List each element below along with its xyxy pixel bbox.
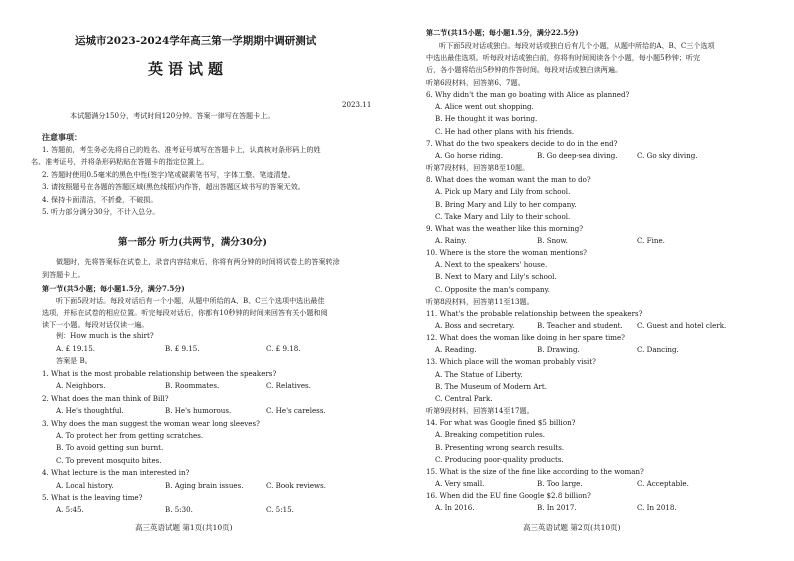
answer-option: A. Local history. (56, 480, 114, 490)
answer-option: A. He's thoughtful. (56, 406, 124, 416)
example-question: 例：How much is the shirt? (56, 331, 154, 340)
instruction-line: 后，各小题将给出5秒钟的作答时间。每段对话或独白读两遍。 (426, 65, 623, 74)
answer-option: C. He's careless. (266, 406, 326, 416)
answer-option: C. Central Park. (435, 393, 493, 403)
answer-option: B. He's humorous. (165, 406, 232, 416)
answer-option: B. Too large. (537, 478, 583, 488)
answer-option: A. Go horse riding. (435, 150, 503, 160)
answer-option: A. Alice went out shopping. (435, 102, 534, 112)
answer-option: A. Breaking competition rules. (435, 430, 545, 440)
intro-line: 做题时，先将答案标在试卷上，录音内容结束后，你将有两分钟的时间将试卷上的答案转涂 (56, 257, 340, 266)
answer-option: B. Teacher and student. (537, 321, 623, 330)
answer-option: C. Take Mary and Lily to their school. (435, 211, 571, 221)
example-option: A. £ 19.15. (56, 344, 95, 353)
answer-option: B. Roommates. (165, 381, 220, 391)
notice-heading: 注意事项： (42, 132, 82, 142)
question-stem: 7. What do the two speakers decide to do in the end? (426, 138, 618, 148)
notice-line: 4. 保持卡面清洁，不折叠，不破损。 (42, 194, 158, 204)
example-answer: 答案是 B。 (56, 356, 92, 365)
answer-option: C. Opposite the man's company. (435, 284, 550, 294)
question-stem: 9. What was the weather like this morning? (426, 223, 584, 233)
answer-option: C. He had other plans with his friends. (435, 126, 575, 136)
answer-option: C. In 2018. (637, 503, 677, 513)
answer-option: B. Next to Mary and Lily's school. (435, 272, 557, 282)
instruction-line: 听下面5段对话。每段对话后有一个小题，从题中所给的A、B、C三个选项中选出最佳 (56, 296, 325, 305)
answer-option: A. Neighbors. (56, 381, 106, 391)
notice-line: 1. 答题前，考生务必先将自己的姓名、准考证号填写在答题卡上，认真核对条形码上的姓 (42, 145, 321, 154)
answer-option: B. He thought it was boring. (435, 114, 538, 124)
question-stem: 3. Why does the man suggest the woman wear long sleeves? (42, 418, 260, 428)
answer-option: C. Go sky diving. (637, 150, 698, 160)
answer-option: C. Acceptable. (637, 478, 689, 488)
listening-note: 听第6段材料，回答第6、7题。 (426, 78, 525, 87)
instruction-line: 中选出最佳选项。听每段对话或独白前，你将有时间阅读各个小题，每小题5秒钟；听完 (426, 53, 701, 62)
question-stem: 15. What is the size of the fine like according to the woman? (426, 466, 644, 476)
question-stem: 5. What is the leaving time? (42, 493, 143, 502)
notice-line: 名、准考证号，并将条形码粘贴在答题卡的指定位置上。 (31, 157, 209, 167)
question-stem: 1. What is the most probable relationship between the speakers? (42, 369, 277, 378)
page-footer-right: 高三英语试题 第2页(共10页) (523, 523, 621, 532)
answer-option: B. Aging brain issues. (165, 480, 244, 490)
part-title: 第一部分 听力(共两节，满分30分) (118, 237, 268, 248)
listening-note: 听第9段材料，回答第14至17题。 (426, 406, 534, 416)
answer-option: A. To protect her from getting scratches. (56, 431, 204, 440)
section1-title: 第一节(共5小题；每小题1.5分，满分7.5分) (42, 284, 185, 293)
subject-title: 英语试题 (148, 60, 229, 78)
question-stem: 8. What does the woman want the man to do? (426, 175, 591, 185)
instruction-line: 选项，并标在试卷的相应位置。听完每段对话后，你都有10秒钟的时间来回答有关小题和阅 (42, 308, 328, 317)
question-stem: 12. What does the woman like doing in her spare time? (426, 333, 625, 343)
answer-option: A. Very small. (435, 478, 485, 488)
answer-option: B. Drawing. (537, 345, 580, 355)
exam-title: 运城市2023-2024学年高三第一学期期中调研测试 (75, 35, 317, 47)
answer-option: A. In 2016. (435, 503, 475, 513)
answer-option: C. 5:15. (266, 505, 294, 515)
page-footer: 高三英语试题 第1页(共10页) (135, 523, 233, 532)
question-stem: 13. Which place will the woman probably visit? (426, 357, 596, 367)
answer-option: A. Rainy. (435, 235, 467, 245)
answer-option: B. 5:30. (165, 505, 193, 515)
listening-note: 听第7段材料，回答第8至10题。 (426, 163, 530, 173)
answer-option: C. Dancing. (637, 345, 679, 355)
section2-title: 第二节(共15小题；每小题1.5分，满分22.5分) (426, 28, 579, 37)
answer-option: A. Boss and secretary. (435, 321, 515, 330)
instruction-line: 听下面5段对话或独白。每段对话或独白后有几个小题，从题中所给的A、B、C三个选项 (439, 41, 715, 50)
answer-option: B. Presenting wrong search results. (435, 442, 565, 452)
exam-note: 本试题满分150分，考试时间120分钟。答案一律写在答题卡上。 (70, 111, 275, 120)
answer-option: B. Bring Mary and Lily to her company. (435, 199, 577, 209)
answer-option: A. Reading. (435, 345, 477, 355)
question-stem: 11. What's the probable relationship between the speakers? (426, 308, 643, 318)
answer-option: C. Fine. (637, 235, 665, 245)
question-stem: 10. Where is the store the woman mentions? (426, 248, 587, 258)
notice-line: 3. 请按照题号在各题的答题区域(黑色线框)内作答，超出答题区域书写的答案无效。 (42, 182, 305, 192)
question-stem: 2. What does the man think of Bill? (42, 393, 169, 403)
question-stem: 6. Why didn't the man go boating with Alice as planned? (426, 90, 630, 100)
exam-date: 2023.11 (342, 100, 372, 109)
notice-line: 2. 答题时使用0.5毫米的黑色中性(签字)笔或碳素笔书写，字体工整、笔迹清楚。 (42, 169, 295, 179)
question-stem: 4. What lecture is the man interested in? (42, 468, 190, 478)
example-option: B. £ 9.15. (165, 344, 200, 353)
intro-line: 到答题卡上。 (42, 270, 85, 279)
answer-option: A. 5:45. (56, 505, 84, 515)
answer-option: C. Guest and hotel clerk. (637, 321, 727, 330)
answer-option: C. Relatives. (266, 381, 311, 391)
question-stem: 16. When did the EU fine Google $2.8 billion? (426, 491, 591, 501)
notice-line: 5. 听力部分满分30分，不计入总分。 (42, 207, 160, 216)
instruction-line: 读下一小题。每段对话仅读一遍。 (42, 320, 149, 329)
answer-option: B. In 2017. (537, 503, 577, 513)
answer-option: B. Go deep-sea diving. (537, 150, 618, 160)
page-2 (397, 0, 794, 561)
answer-option: B. To avoid getting sun burnt. (56, 443, 164, 453)
answer-option: A. The Statue of Liberty. (435, 369, 523, 379)
answer-option: B. The Museum of Modern Art. (435, 381, 547, 391)
question-stem: 14. For what was Google fined $5 billion? (426, 418, 576, 428)
answer-option: A. Pick up Mary and Lily from school. (435, 187, 571, 197)
answer-option: C. To prevent mosquito bites. (56, 455, 162, 465)
answer-option: C. Producing poor-quality products. (435, 454, 564, 464)
answer-option: C. Book reviews. (266, 480, 327, 490)
answer-option: A. Next to the speakers' house. (435, 260, 548, 270)
answer-option: B. Snow. (537, 235, 568, 245)
example-option: C. £ 9.18. (266, 344, 301, 353)
listening-note: 听第8段材料，回答第11至13题。 (426, 296, 534, 306)
